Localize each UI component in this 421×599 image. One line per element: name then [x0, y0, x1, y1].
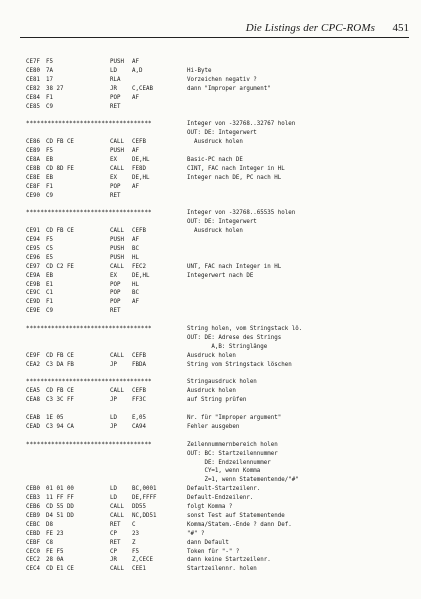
address: CEC2	[26, 557, 40, 564]
mnemonic: LD	[110, 67, 117, 74]
operand: E,05	[132, 415, 146, 421]
code-line	[0, 272, 421, 280]
comment: Ausdruck holen	[187, 228, 243, 235]
header-rule	[20, 37, 409, 38]
code-line	[0, 129, 421, 137]
comment: OUT: DE: Integerwert	[187, 219, 257, 226]
mnemonic: EX	[110, 156, 117, 163]
code-line	[0, 396, 421, 404]
mnemonic: CALL	[110, 263, 124, 270]
opcode-bytes: 17	[46, 76, 53, 83]
mnemonic: LD	[110, 486, 117, 493]
comment: Nr. für "Improper argument"	[187, 415, 282, 421]
mnemonic: JR	[110, 85, 117, 92]
code-line	[0, 218, 421, 226]
opcode-bytes: CD FB CE	[46, 228, 74, 235]
code-line	[0, 147, 421, 155]
operand: DD55	[132, 504, 146, 510]
address: CE89	[26, 148, 40, 154]
address: CEA5	[26, 388, 40, 395]
comment: UNT, FAC nach Integer in HL	[187, 263, 282, 270]
separator-stars: ***********************************	[26, 379, 152, 386]
opcode-bytes: CD FB CE	[46, 388, 74, 395]
comment: Hi-Byte	[187, 67, 212, 74]
operand: Z,CECE	[132, 557, 153, 564]
address: CE9B	[26, 281, 40, 288]
operand: BC	[132, 290, 139, 297]
code-line	[0, 494, 421, 502]
code-line	[0, 103, 421, 111]
comment: Integerwert nach DE	[187, 272, 254, 279]
operand: BC,0001	[132, 486, 157, 493]
comment: auf String prüfen	[187, 397, 247, 404]
mnemonic: POP	[110, 299, 121, 306]
code-line	[0, 183, 421, 191]
code-line	[0, 94, 421, 102]
address: CE90	[26, 192, 40, 199]
mnemonic: PUSH	[110, 245, 124, 252]
address: CEBC	[26, 521, 40, 528]
address: CE94	[26, 237, 40, 243]
operand: DE,FFFF	[132, 495, 157, 502]
operand: AF	[132, 237, 139, 243]
comment: "#" ?	[187, 530, 205, 537]
comment: Vorzeichen negativ ?	[187, 76, 257, 83]
address: CE7F	[26, 59, 40, 65]
opcode-bytes: EB	[46, 272, 53, 279]
comment: OUT: BC: Startzeilennummer	[187, 450, 278, 457]
code-line	[0, 236, 421, 244]
opcode-bytes: D4 51 DD	[46, 512, 74, 519]
operand: C	[132, 521, 136, 528]
opcode-bytes: CD 55 DD	[46, 504, 74, 510]
mnemonic: CP	[110, 548, 117, 555]
code-line	[0, 156, 421, 164]
opcode-bytes: C9	[46, 103, 53, 110]
code-line	[0, 352, 421, 360]
mnemonic: CP	[110, 530, 117, 537]
operand: C,CEAB	[132, 85, 153, 92]
comment: Startzeilennr. holen	[187, 566, 257, 573]
code-line	[0, 476, 421, 484]
code-line	[0, 76, 421, 84]
mnemonic: POP	[110, 281, 121, 288]
opcode-bytes: E5	[46, 254, 53, 261]
operand: AF	[132, 59, 139, 65]
opcode-bytes: F1	[46, 183, 53, 190]
address: CE8B	[26, 165, 40, 172]
comment: Integer von -32768..32767 holen	[187, 121, 296, 128]
address: CE84	[26, 94, 40, 101]
mnemonic: RET	[110, 192, 121, 199]
opcode-bytes: EB	[46, 174, 53, 181]
operand: FF3C	[132, 397, 146, 404]
address: CEB6	[26, 504, 40, 510]
comment: dann keine Startzeilenr.	[187, 557, 271, 564]
opcode-bytes: C3 DA FB	[46, 361, 74, 368]
mnemonic: LD	[110, 495, 117, 502]
opcode-bytes: F1	[46, 94, 53, 101]
comment: Komma/Statem.-Ende ? dann Def.	[187, 521, 292, 528]
address: CEBD	[26, 530, 40, 537]
address: CE8F	[26, 183, 40, 190]
opcode-bytes: F5	[46, 59, 53, 65]
blank-line	[0, 432, 421, 440]
code-line	[0, 343, 421, 351]
code-line	[0, 298, 421, 306]
address: CE80	[26, 67, 40, 74]
operand: CEFB	[132, 139, 146, 146]
address: CE85	[26, 103, 40, 110]
blank-line	[0, 405, 421, 413]
mnemonic: CALL	[110, 388, 124, 395]
comment: Integer von -32768..65535 holen	[187, 210, 296, 217]
opcode-bytes: C5	[46, 245, 53, 252]
mnemonic: CALL	[110, 504, 124, 510]
address: CEC4	[26, 566, 40, 573]
comment: DE: Endzeilennummer	[187, 459, 271, 466]
comment: Stringausdruck holen	[187, 379, 257, 386]
opcode-bytes: D8	[46, 521, 53, 528]
section-header-line	[0, 120, 421, 128]
mnemonic: JP	[110, 361, 117, 368]
code-line	[0, 334, 421, 342]
blank-line	[0, 316, 421, 324]
code-line	[0, 414, 421, 422]
address: CE86	[26, 139, 40, 146]
code-line	[0, 263, 421, 271]
operand: 23	[132, 530, 139, 537]
code-line	[0, 227, 421, 235]
comment: OUT: DE: Integerwert	[187, 130, 257, 137]
blank-line	[0, 370, 421, 378]
code-line	[0, 548, 421, 556]
operand: AF	[132, 183, 139, 190]
mnemonic: CALL	[110, 566, 124, 573]
comment: Basic-PC nach DE	[187, 156, 243, 163]
code-line	[0, 485, 421, 493]
comment: Ausdruck holen	[187, 388, 236, 395]
operand: CEFB	[132, 228, 146, 235]
comment: Z=1, wenn Statementende/"#"	[187, 477, 299, 484]
code-line	[0, 450, 421, 458]
comment: String vom Stringstack löschen	[187, 361, 292, 368]
operand: AF	[132, 94, 139, 101]
separator-stars: ***********************************	[26, 326, 152, 332]
code-line	[0, 361, 421, 369]
opcode-bytes: CD FB CE	[46, 139, 74, 146]
code-line	[0, 245, 421, 253]
address: CE9E	[26, 308, 40, 315]
code-line	[0, 165, 421, 173]
operand: Z	[132, 539, 136, 546]
code-line	[0, 467, 421, 475]
comment: folgt Komma ?	[187, 504, 233, 510]
address: CEA2	[26, 361, 40, 368]
operand: F5	[132, 548, 139, 555]
opcode-bytes: 01 01 00	[46, 486, 74, 493]
address: CEC0	[26, 548, 40, 555]
blank-line	[0, 111, 421, 119]
comment: Ausdruck holen	[187, 139, 243, 146]
mnemonic: EX	[110, 272, 117, 279]
comment: CY=1, wenn Komma	[187, 468, 261, 475]
opcode-bytes: CD E1 CE	[46, 566, 74, 573]
section-header-line	[0, 325, 421, 333]
mnemonic: CALL	[110, 228, 124, 235]
mnemonic: RLA	[110, 76, 121, 83]
code-line	[0, 67, 421, 75]
opcode-bytes: 1E 05	[46, 415, 64, 421]
opcode-bytes: F1	[46, 299, 53, 306]
code-line	[0, 512, 421, 520]
mnemonic: POP	[110, 290, 121, 297]
operand: HL	[132, 281, 139, 288]
mnemonic: PUSH	[110, 254, 124, 261]
comment: sonst Test auf Statementende	[187, 512, 285, 519]
address: CE95	[26, 245, 40, 252]
comment: Token für "-" ?	[187, 548, 240, 555]
address: CE8E	[26, 174, 40, 181]
operand: FE8D	[132, 165, 146, 172]
separator-stars: ***********************************	[26, 121, 152, 128]
comment: Ausdruck holen	[187, 352, 236, 359]
operand: FEC2	[132, 263, 146, 270]
opcode-bytes: CD 8D FE	[46, 165, 74, 172]
mnemonic: RET	[110, 308, 121, 315]
operand: A,D	[132, 67, 143, 74]
opcode-bytes: E1	[46, 281, 53, 288]
operand: DE,HL	[132, 174, 150, 181]
comment: CINT, FAC nach Integer in HL	[187, 165, 285, 172]
mnemonic: POP	[110, 183, 121, 190]
section-header-line	[0, 209, 421, 217]
code-line	[0, 556, 421, 564]
mnemonic: POP	[110, 94, 121, 101]
address: CE96	[26, 254, 40, 261]
opcode-bytes: C3 3C FF	[46, 397, 74, 404]
opcode-bytes: C8	[46, 539, 53, 546]
opcode-bytes: 11 FF FF	[46, 495, 74, 502]
comment: A,B: Stringlänge	[187, 343, 268, 350]
code-line	[0, 503, 421, 511]
address: CE81	[26, 76, 40, 83]
code-line	[0, 174, 421, 182]
comment: String holen, vom Stringstack lö.	[187, 326, 303, 332]
operand: DE,HL	[132, 156, 150, 163]
operand: CEFB	[132, 352, 146, 359]
address: CE9C	[26, 290, 40, 297]
mnemonic: PUSH	[110, 237, 124, 243]
opcode-bytes: FE F5	[46, 548, 64, 555]
opcode-bytes: 38 27	[46, 85, 64, 92]
comment: Default-Endzeilenr.	[187, 495, 254, 502]
separator-stars: ***********************************	[26, 441, 152, 448]
address: CE91	[26, 228, 40, 235]
opcode-bytes: C1	[46, 290, 53, 297]
comment: Default-Startzeilenr.	[187, 486, 261, 493]
section-header-line	[0, 441, 421, 449]
mnemonic: JP	[110, 423, 117, 430]
code-line	[0, 289, 421, 297]
code-line	[0, 565, 421, 573]
assembly-listing	[0, 58, 421, 588]
operand: DE,HL	[132, 272, 150, 279]
address: CE97	[26, 263, 40, 270]
page-number: 451	[392, 22, 409, 34]
code-line	[0, 192, 421, 200]
mnemonic: RET	[110, 539, 121, 546]
comment: Fehler ausgeben	[187, 423, 240, 430]
operand: AF	[132, 299, 139, 306]
address: CEB0	[26, 486, 40, 493]
opcode-bytes: C3 94 CA	[46, 423, 74, 430]
code-line	[0, 254, 421, 262]
address: CEA8	[26, 397, 40, 404]
comment: dann Default	[187, 539, 229, 546]
operand: CA94	[132, 423, 146, 430]
opcode-bytes: F5	[46, 148, 53, 154]
mnemonic: EX	[110, 174, 117, 181]
mnemonic: RET	[110, 103, 121, 110]
opcode-bytes: C9	[46, 308, 53, 315]
address: CE9F	[26, 352, 40, 359]
blank-line	[0, 200, 421, 208]
opcode-bytes: 28 0A	[46, 557, 64, 564]
code-line	[0, 539, 421, 547]
page-header	[0, 0, 421, 40]
mnemonic: JP	[110, 397, 117, 404]
comment: Integer nach DE, PC nach HL	[187, 174, 282, 181]
mnemonic: LD	[110, 415, 117, 421]
address: CEAB	[26, 415, 40, 421]
operand: CEFB	[132, 388, 146, 395]
address: CEB9	[26, 512, 40, 519]
mnemonic: CALL	[110, 165, 124, 172]
code-line	[0, 138, 421, 146]
operand: FBDA	[132, 361, 146, 368]
separator-stars: ***********************************	[26, 210, 152, 217]
operand: HL	[132, 254, 139, 261]
mnemonic: CALL	[110, 512, 124, 519]
operand: CEE1	[132, 566, 146, 573]
code-line	[0, 85, 421, 93]
operand: BC	[132, 245, 139, 252]
code-line	[0, 459, 421, 467]
mnemonic: CALL	[110, 139, 124, 146]
address: CE8A	[26, 156, 40, 163]
opcode-bytes: CD C2 FE	[46, 263, 74, 270]
running-title: Die Listings der CPC-ROMs	[245, 22, 375, 34]
opcode-bytes: CD FB CE	[46, 352, 74, 359]
opcode-bytes: EB	[46, 156, 53, 163]
opcode-bytes: FE 23	[46, 530, 64, 537]
address: CEB3	[26, 495, 40, 502]
address: CEAD	[26, 423, 40, 430]
mnemonic: PUSH	[110, 148, 124, 154]
operand: NC,DD51	[132, 512, 157, 519]
address: CE9D	[26, 299, 40, 306]
comment: OUT: DE: Adrese des Strings	[187, 334, 282, 341]
address: CE9A	[26, 272, 40, 279]
comment: Zeilennummernbereich holen	[187, 441, 278, 448]
code-line	[0, 423, 421, 431]
code-line	[0, 530, 421, 538]
comment: dann "Improper argument"	[187, 85, 271, 92]
mnemonic: PUSH	[110, 59, 124, 65]
address: CEBF	[26, 539, 40, 546]
mnemonic: JR	[110, 557, 117, 564]
operand: AF	[132, 148, 139, 154]
address: CE82	[26, 85, 40, 92]
opcode-bytes: F5	[46, 237, 53, 243]
opcode-bytes: C9	[46, 192, 53, 199]
section-header-line	[0, 378, 421, 386]
code-line	[0, 521, 421, 529]
code-line	[0, 281, 421, 289]
code-line	[0, 387, 421, 395]
mnemonic: RET	[110, 521, 121, 528]
mnemonic: CALL	[110, 352, 124, 359]
opcode-bytes: 7A	[46, 67, 53, 74]
code-line	[0, 307, 421, 315]
code-line	[0, 58, 421, 66]
